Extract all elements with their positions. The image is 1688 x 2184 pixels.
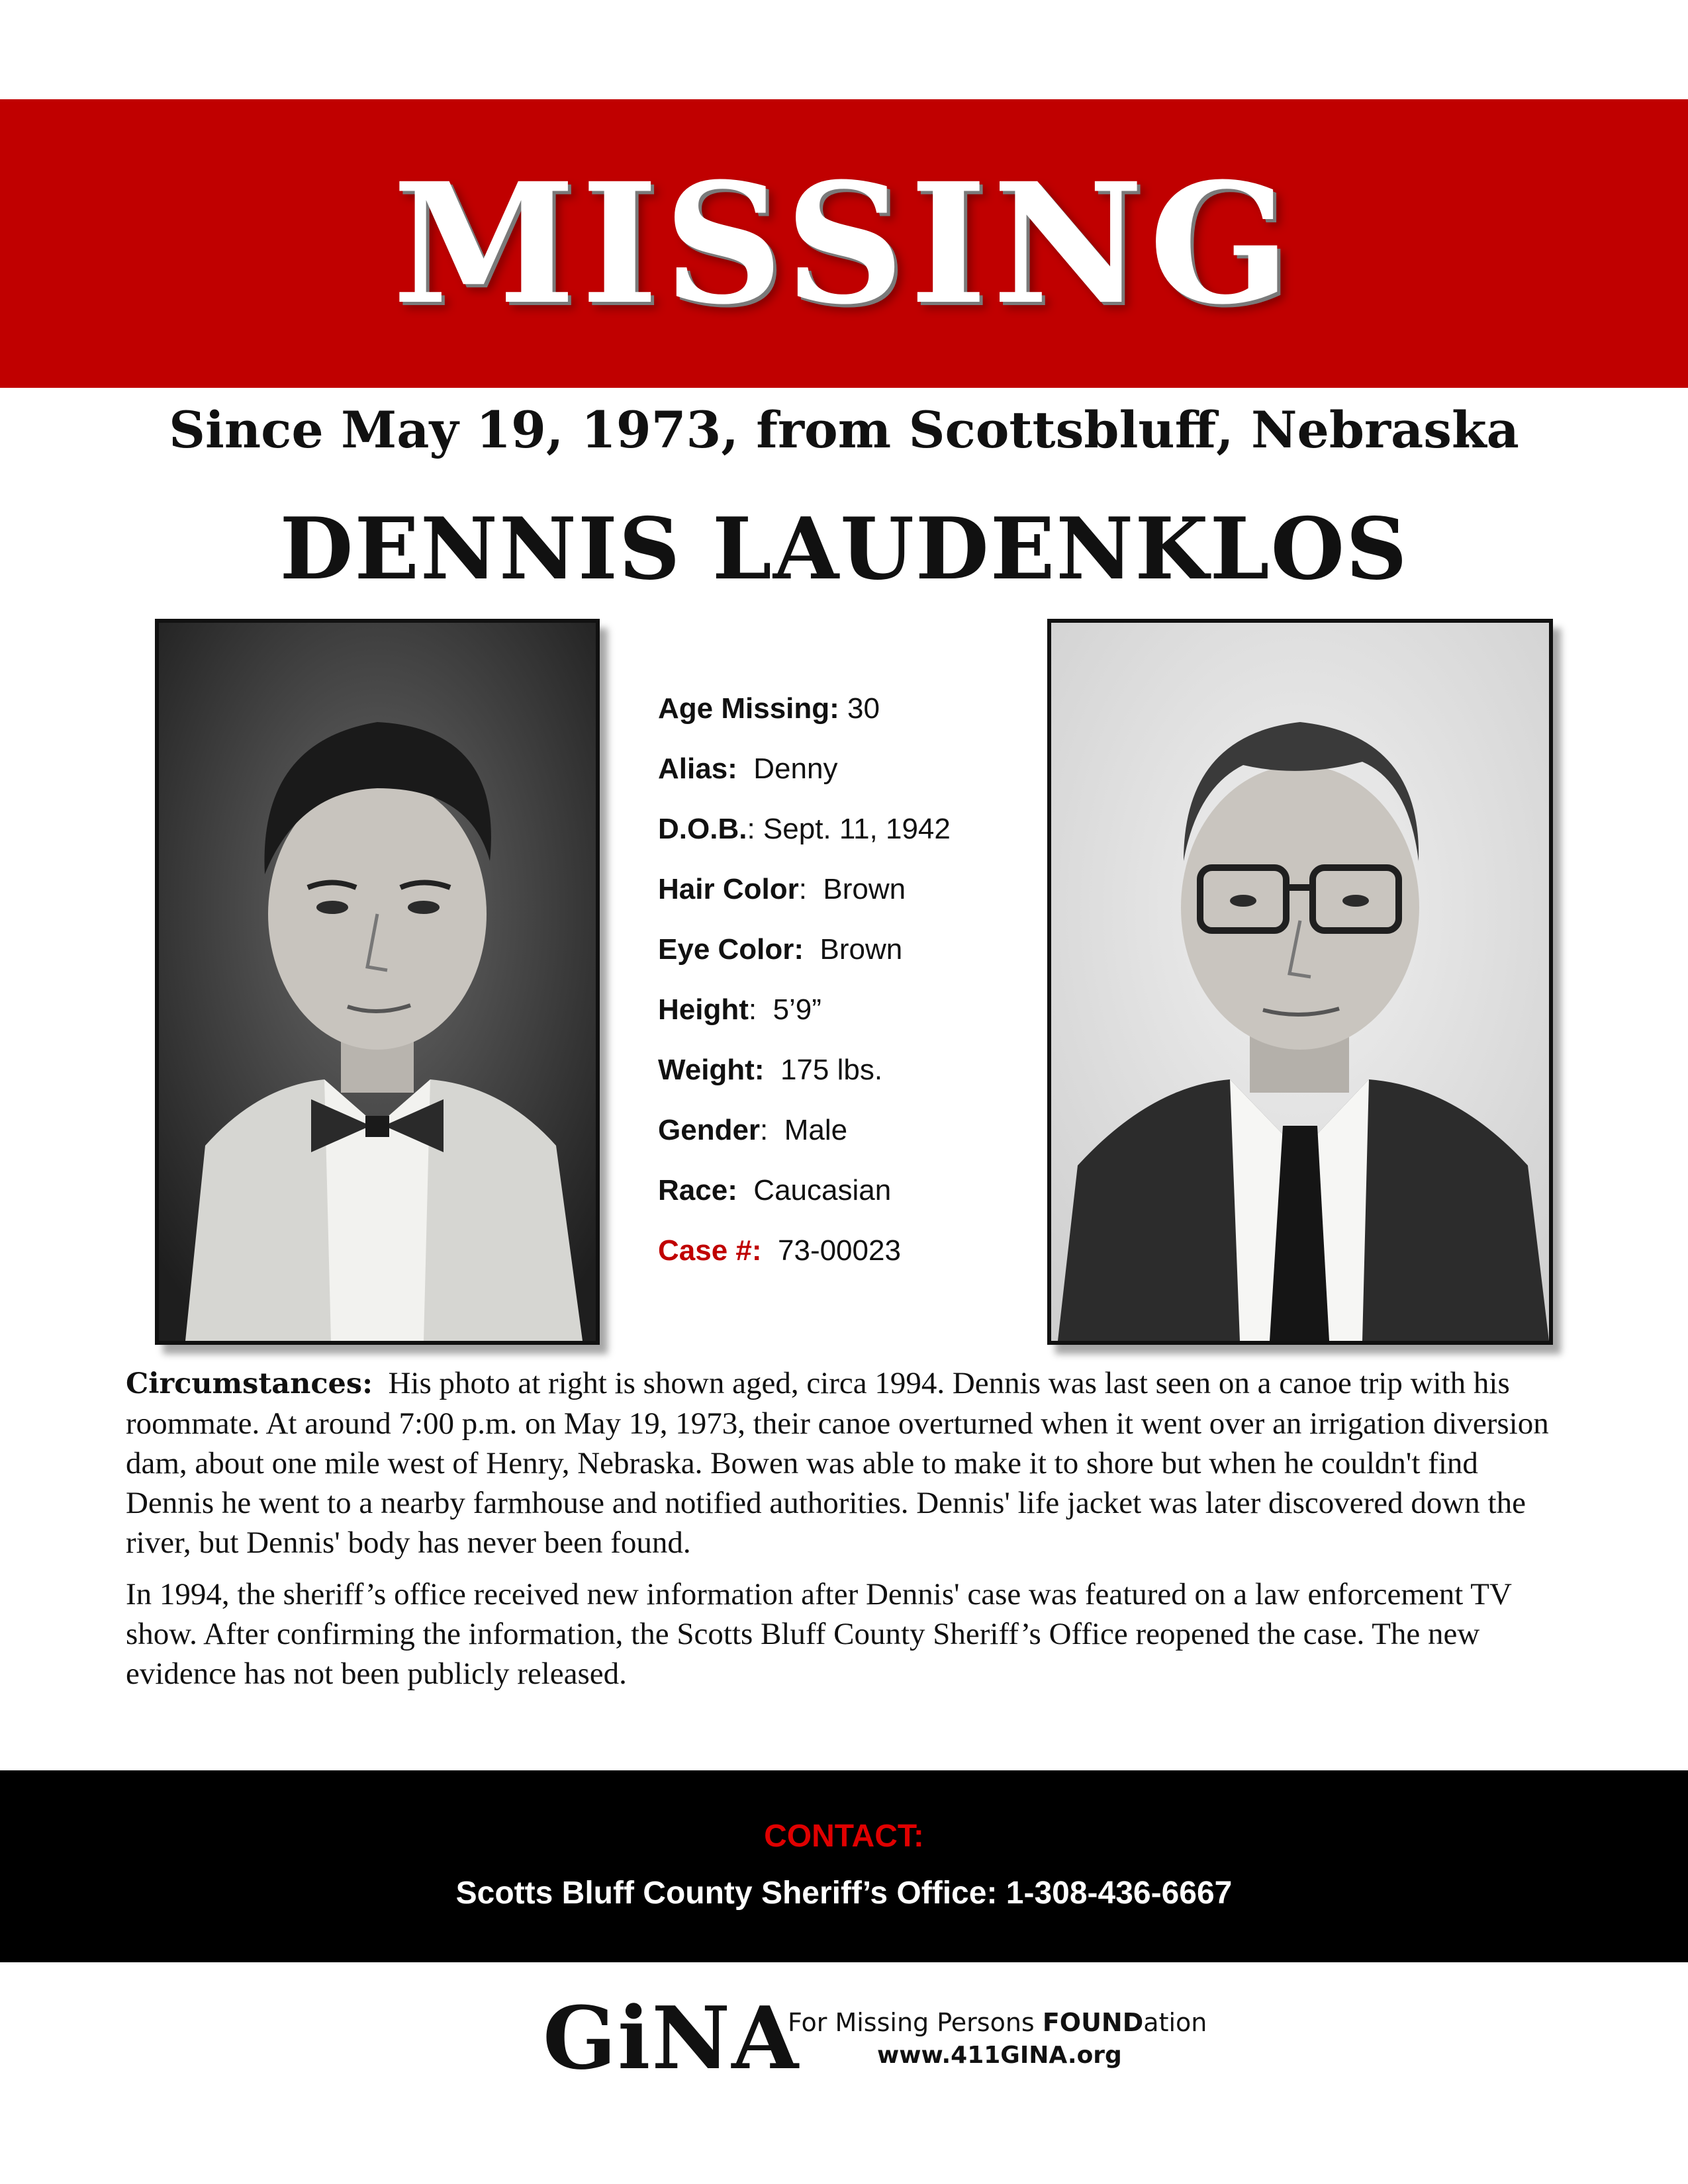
detail-label: Hair Color bbox=[658, 873, 799, 905]
gina-tagline-suffix: ation bbox=[1143, 2008, 1207, 2037]
circumstances-label: Circumstances: bbox=[126, 1367, 373, 1400]
detail-alias bbox=[658, 739, 1029, 799]
person-name: DENNIS LAUDENKLOS bbox=[279, 500, 1409, 599]
detail-label: Case #: bbox=[658, 1234, 762, 1267]
circumstances-paragraph-2: In 1994, the sheriff’s office received new information after Dennis' case was featured on a law enforcement TV show. After confirming the information, the Scotts Bluff County Sheriff’s Office reopened the case. The new evidence has not been publicly released. bbox=[126, 1577, 1512, 1691]
circumstances-text-1: His photo at right is shown aged, circa 1994. Dennis was last seen on a canoe trip with his roommate. At around 7:00 p.m. on May 19, 1973, their canoe overturned when it went over an irrigation diversion dam, about one mile west of Henry, Nebraska. Bowen was able to make it to shore but when he couldn't find Dennis he went to a nearby farmhouse and notified authorities. Dennis' life jacket was later discovered down the river, but Dennis' body has never been found. bbox=[126, 1366, 1549, 1560]
header-banner bbox=[0, 99, 1688, 388]
detail-label: Weight: bbox=[658, 1054, 765, 1086]
detail-label: Height bbox=[658, 993, 749, 1026]
photo-aged bbox=[1047, 619, 1553, 1345]
portrait-young-illustration bbox=[159, 623, 596, 1341]
circumstances bbox=[126, 1363, 1569, 1706]
contact-label: CONTACT: bbox=[764, 1819, 924, 1854]
detail-dob bbox=[658, 799, 1029, 859]
gina-tagline-found: FOUND bbox=[1042, 2008, 1144, 2037]
missing-title: MISSING bbox=[392, 146, 1296, 341]
detail-value: 30 bbox=[839, 692, 880, 725]
detail-weight bbox=[658, 1040, 1029, 1100]
gina-url: www.411GINA.org bbox=[877, 2042, 1122, 2069]
circumstances-paragraph-1 bbox=[126, 1363, 1569, 1563]
detail-label: Alias: bbox=[658, 752, 737, 785]
detail-height bbox=[658, 979, 1029, 1040]
contact-phone: Scotts Bluff County Sheriff’s Office: 1-308-436-6667 bbox=[455, 1876, 1233, 1911]
detail-value: : Sept. 11, 1942 bbox=[747, 813, 951, 845]
detail-age-missing bbox=[658, 678, 1029, 739]
contact-bar bbox=[0, 1770, 1688, 1962]
detail-value: Brown bbox=[804, 933, 903, 966]
detail-label: Race: bbox=[658, 1174, 737, 1206]
detail-label: Age Missing: bbox=[658, 692, 839, 725]
detail-value: : Male bbox=[760, 1114, 848, 1146]
detail-label: Gender bbox=[658, 1114, 761, 1146]
detail-eye-color bbox=[658, 919, 1029, 979]
detail-value: 73-00023 bbox=[761, 1234, 901, 1267]
detail-hair-color bbox=[658, 859, 1029, 919]
portrait-aged-illustration bbox=[1051, 623, 1549, 1341]
detail-value: Denny bbox=[737, 752, 838, 785]
detail-value: Caucasian bbox=[737, 1174, 892, 1206]
detail-value: : Brown bbox=[798, 873, 906, 905]
photo-young bbox=[155, 619, 600, 1345]
gina-logo bbox=[543, 1987, 1207, 2089]
detail-label: D.O.B. bbox=[658, 813, 747, 845]
details-list bbox=[658, 678, 1029, 1281]
detail-case-number bbox=[658, 1220, 1029, 1281]
gina-tagline bbox=[788, 2007, 1207, 2038]
gina-tagline-prefix: For Missing Persons bbox=[788, 2008, 1043, 2037]
detail-value: : 5’9” bbox=[748, 993, 821, 1026]
detail-label: Eye Color: bbox=[658, 933, 804, 966]
detail-value: 175 lbs. bbox=[764, 1054, 883, 1086]
gina-logo-word: GiNA bbox=[543, 1987, 800, 2089]
detail-gender bbox=[658, 1100, 1029, 1160]
missing-since-line: Since May 19, 1973, from Scottsbluff, Nebraska bbox=[169, 400, 1519, 459]
detail-race bbox=[658, 1160, 1029, 1220]
